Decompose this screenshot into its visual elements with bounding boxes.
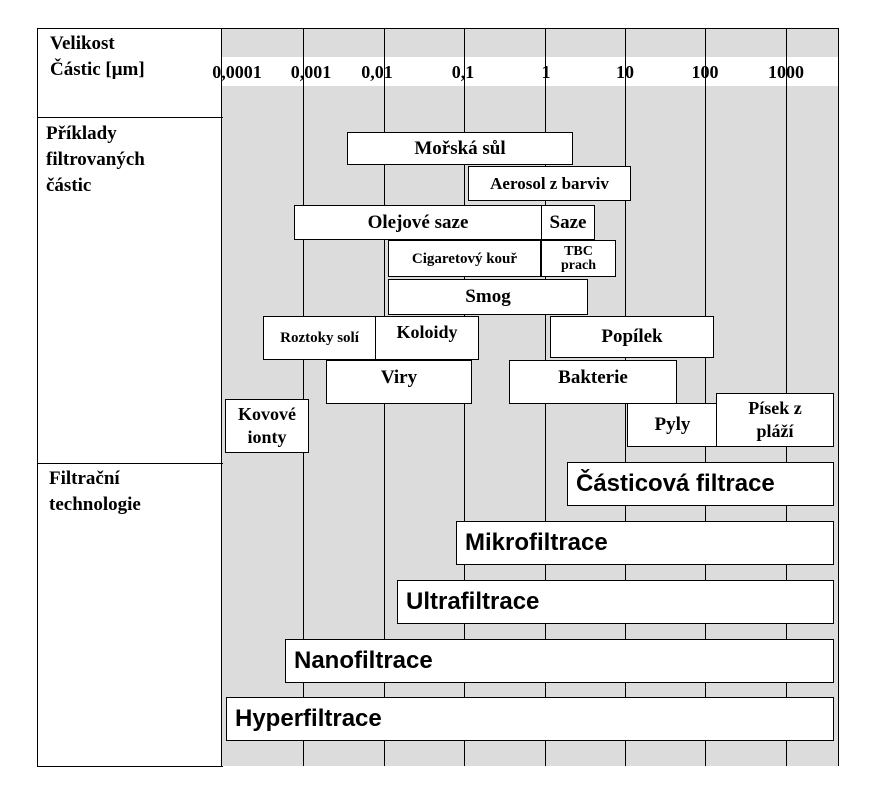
particle-popilek: Popílek [550, 316, 714, 358]
table-border-left [37, 28, 38, 767]
table-border-top [37, 28, 839, 29]
particle-pyly: Pyly [627, 403, 718, 447]
tech-casticova-filtrace: Částicová filtrace [567, 462, 834, 506]
table-border-bottom [37, 766, 223, 767]
particle-viry: Viry [326, 360, 472, 404]
tick-label: 0,001 [290, 62, 332, 82]
tick-label: 0,01 [361, 62, 393, 82]
tick-label: 0,1 [451, 62, 475, 82]
particle-roztoky-soli: Roztoky solí [263, 316, 376, 360]
table-divider [37, 117, 223, 118]
tech-ultrafiltrace: Ultrafiltrace [397, 580, 834, 624]
tick-label: 1 [541, 62, 551, 82]
particle-cigaretovy-kour: Cigaretový kouř [388, 240, 541, 277]
particle-bakterie: Bakterie [509, 360, 677, 404]
tech-nanofiltrace: Nanofiltrace [285, 639, 834, 683]
label-column-border [221, 28, 222, 767]
particle-pisek-z-plazi: Písek z pláží [716, 393, 834, 447]
particle-morska-sul: Mořská sůl [347, 132, 573, 165]
particle-tbc-prach: TBC prach [541, 240, 616, 277]
size-axis-label: Velikost Částic [μm] [50, 33, 145, 80]
particle-smog: Smog [388, 279, 588, 315]
particle-aerosol-z-barviv: Aerosol z barviv [468, 166, 631, 201]
grid-stripe [222, 29, 839, 57]
tick-label: 10 [616, 62, 634, 82]
particle-saze: Saze [541, 205, 595, 240]
tick-label: 1000 [768, 62, 804, 82]
particle-koloidy: Koloidy [375, 316, 479, 360]
grid-line [838, 29, 839, 766]
tick-label: 100 [691, 62, 719, 82]
tech-hyperfiltrace: Hyperfiltrace [226, 697, 834, 741]
examples-section-label: Příklady filtrovaných částic [46, 123, 145, 196]
tick-label: 0,0001 [212, 62, 262, 82]
particle-olejove-saze: Olejové saze [294, 205, 542, 240]
particle-kovove-ionty: Kovové ionty [225, 399, 309, 453]
tech-mikrofiltrace: Mikrofiltrace [456, 521, 834, 565]
technology-section-label: Filtrační technologie [49, 468, 141, 515]
table-divider [37, 463, 223, 464]
